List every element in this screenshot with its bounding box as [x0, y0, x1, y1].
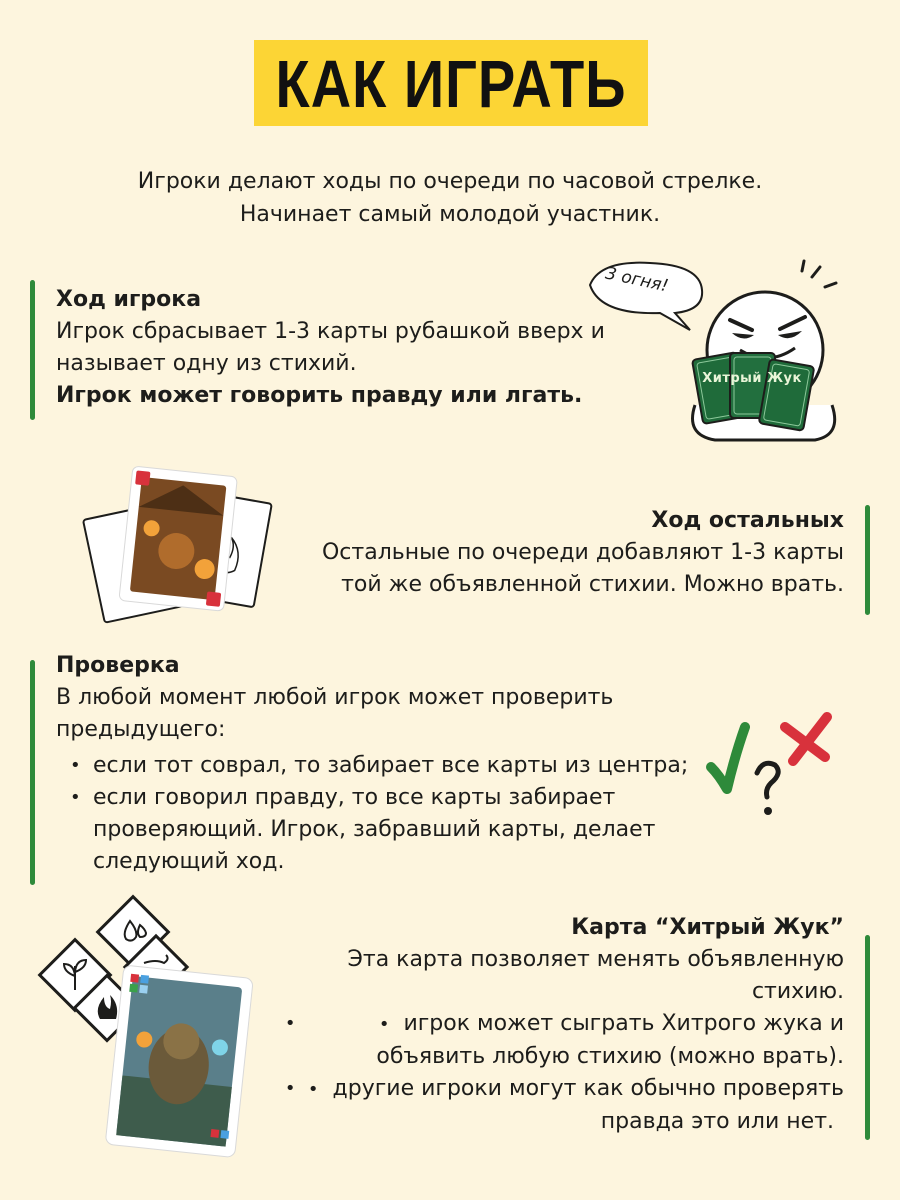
others-turn-section	[322, 505, 844, 601]
section-accent-bar	[865, 935, 870, 1140]
beetle-bullet-2-line-2: правда это или нет.	[600, 1109, 834, 1134]
player-turn-bold: Игрок может говорить правду или лгать.	[56, 383, 583, 408]
intro-text	[0, 165, 900, 231]
check-bullet-list	[56, 750, 688, 878]
check-heading: Проверка	[56, 653, 180, 678]
player-turn-section	[56, 284, 605, 412]
check-bullet-2-line-3: следующий ход.	[93, 849, 285, 874]
beetle-bullet-list	[271, 1008, 844, 1138]
card-back-label: Хитрый Жук	[702, 371, 802, 386]
list-item	[56, 782, 688, 878]
player-turn-heading: Ход игрока	[56, 287, 202, 312]
intro-line-2: Начинает самый молодой участник.	[239, 202, 661, 227]
player-turn-line-1: Игрок сбрасывает 1-3 карты рубашкой вверх и	[56, 319, 605, 344]
beetle-card-heading: Карта “Хитрый Жук”	[571, 915, 844, 940]
player-turn-line-2: называет одну из стихий.	[56, 351, 357, 376]
others-turn-heading: Ход остальных	[651, 508, 844, 533]
check-line-1: В любой момент любой игрок может проверить	[56, 685, 614, 710]
cross-icon	[785, 717, 827, 761]
beetle-card-line-2: стихию.	[751, 979, 844, 1004]
beetle-bullet-1-line-2: объявить любую стихию (можно врать).	[376, 1044, 844, 1069]
beetle-card-line-1: Эта карта позволяет менять объявленную	[347, 947, 844, 972]
section-accent-bar	[30, 280, 35, 420]
list-item	[271, 1008, 844, 1073]
others-turn-line-2: той же объявленной стихии. Можно врать.	[341, 572, 844, 597]
section-accent-bar	[865, 505, 870, 615]
intro-line-1: Игроки делают ходы по очереди по часовой стрелке.	[137, 169, 763, 194]
check-bullet-2-line-1: • если говорил правду, то все карты забирает	[93, 785, 616, 810]
check-section	[56, 650, 688, 878]
elements-and-beetle-card	[38, 905, 278, 1155]
question-icon	[757, 763, 778, 815]
beetle-bullet-1-line-1: игрок может сыграть Хитрого жука и	[403, 1011, 844, 1036]
beetle-bullet-2-line-1: другие игроки могут как обычно проверять	[332, 1076, 844, 1101]
card-spread-illustration	[78, 460, 278, 620]
list-item	[271, 1073, 844, 1138]
section-accent-bar	[30, 660, 35, 885]
title-banner	[254, 40, 648, 126]
bullet-dot: •	[307, 1079, 319, 1100]
bullet-dot: •	[378, 1014, 390, 1035]
others-turn-line-1: Остальные по очереди добавляют 1-3 карты	[321, 540, 844, 565]
check-line-2: предыдущего:	[56, 717, 226, 742]
speech-bubble-text: 3 огня!	[603, 263, 671, 297]
check-illustration	[705, 705, 845, 825]
checkmark-icon	[711, 727, 745, 789]
page-title: КАК ИГРАТЬ	[275, 45, 627, 121]
beetle-card-section	[271, 912, 844, 1138]
list-item	[56, 750, 688, 782]
check-bullet-2-line-2: проверяющий. Игрок, забравший карты, делает	[93, 817, 656, 842]
check-bullet-1: если тот соврал, то забирает все карты из центра;	[93, 753, 689, 778]
